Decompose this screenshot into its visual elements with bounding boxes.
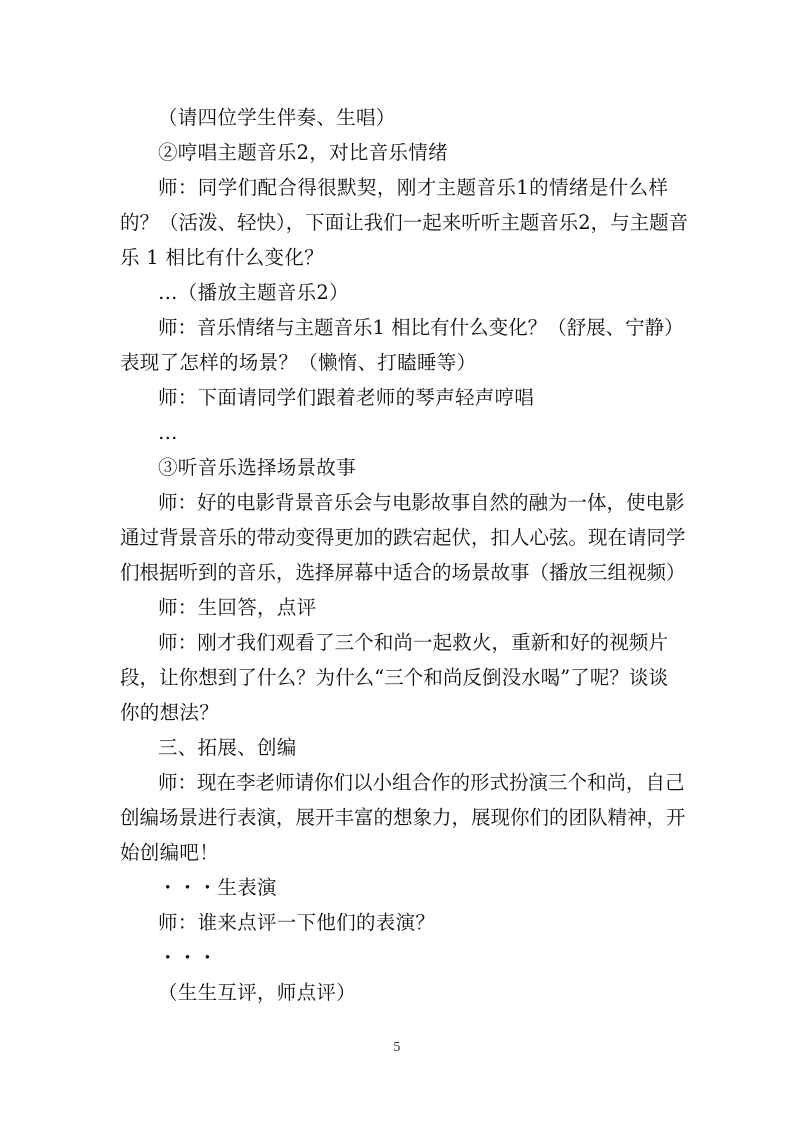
- text-line: 段，让你想到了什么？为什么“三个和尚反倒没水喝”了呢？谈谈: [120, 666, 668, 689]
- text-line: 师：刚才我们观看了三个和尚一起救火，重新和好的视频片: [158, 631, 668, 654]
- text-line: 通过背景音乐的带动变得更加的跌宕起伏，扣人心弦。现在请同学: [120, 526, 686, 549]
- text-line: （请四位学生伴奏、生唱）: [158, 106, 396, 129]
- text-line: 们根据听到的音乐，选择屏幕中适合的场景故事（播放三组视频）: [120, 561, 686, 584]
- text-line: 始创编吧！: [120, 841, 220, 864]
- text-line: ・・・: [158, 946, 218, 969]
- text-line: …（播放主题音乐2）: [158, 281, 349, 304]
- text-line: （生生互评，师点评）: [158, 981, 357, 1004]
- text-line: 师：下面请同学们跟着老师的琴声轻声哼唱: [158, 386, 535, 409]
- text-line: 师：现在李老师请你们以小组合作的形式扮演三个和尚，自己: [158, 771, 685, 794]
- text-line: ③听音乐选择场景故事: [158, 456, 357, 479]
- page-number: 5: [393, 1040, 401, 1054]
- text-line: 创编场景进行表演，展开丰富的想象力，展现你们的团队精神，开: [120, 806, 686, 829]
- text-line: 你的想法？: [120, 701, 220, 724]
- text-line: 乐 1 相比有什么变化？: [120, 246, 324, 269]
- text-line: ②哼唱主题音乐2，对比音乐情绪: [158, 141, 448, 164]
- text-line: ・・・生表演: [158, 876, 277, 899]
- text-line: 师：同学们配合得很默契，刚才主题音乐1的情绪是什么样: [158, 176, 668, 199]
- text-line: 师：谁来点评一下他们的表演？: [158, 911, 436, 934]
- section-heading: 三、拓展、创编: [158, 736, 297, 759]
- text-line: 师：音乐情绪与主题音乐1 相比有什么变化？（舒展、宁静）: [158, 316, 684, 339]
- text-line: 的？（活泼、轻快），下面让我们一起来听听主题音乐2，与主题音: [120, 211, 689, 234]
- text-line: 师：生回答，点评: [158, 596, 317, 619]
- text-line: 表现了怎样的场景？（懒惰、打瞌睡等）: [120, 351, 477, 374]
- text-line: 师：好的电影背景音乐会与电影故事自然的融为一体，使电影: [158, 491, 685, 514]
- text-line: …: [158, 421, 178, 444]
